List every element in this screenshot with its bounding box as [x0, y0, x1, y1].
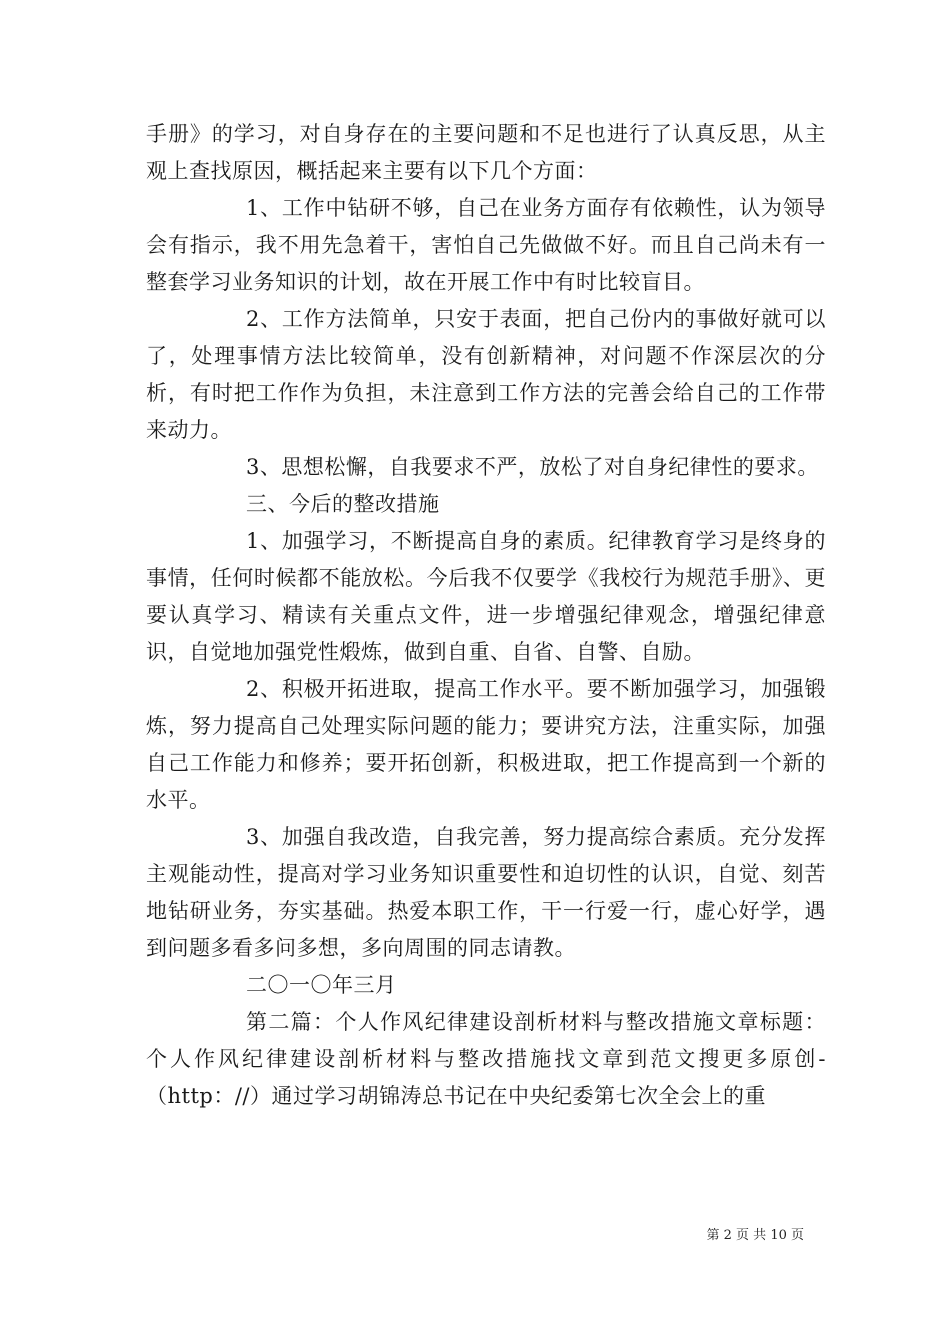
paragraph: 1、加强学习，不断提高自身的素质。纪律教育学习是终身的事情，任何时候都不能放松。今后我不仅要学《我校行为规范手册》、更要认真学习、精读有关重点文件，进一步增强纪律观念，增强纪律意识，自觉地加强党性煅炼，做到自重、自省、自警、自励。	[146, 529, 826, 664]
date-line: 二〇一〇年三月	[246, 973, 397, 997]
paragraph: 3、加强自我改造，自我完善，努力提高综合素质。充分发挥主观能动性，提高对学习业务知识重要性和迫切性的认识，自觉、刻苦地钻研业务，夯实基础。热爱本职工作，干一行爱一行，虚心好学，遇到问题多看多问多想，多向周围的同志请教。	[146, 825, 826, 960]
paragraph: 2、积极开拓进取，提高工作水平。要不断加强学习，加强锻炼，努力提高自己处理实际问题的能力；要讲究方法，注重实际，加强自己工作能力和修养；要开拓创新，积极进取，把工作提高到一个新的水平。	[146, 677, 826, 812]
paragraph: 1、工作中钻研不够，自己在业务方面存有依赖性，认为领导会有指示，我不用先急着干，害怕自己先做做不好。而且自己尚未有一整套学习业务知识的计划，故在开展工作中有时比较盲目。	[146, 196, 826, 294]
paragraph: 第二篇：个人作风纪律建设剖析材料与整改措施文章标题：个人作风纪律建设剖析材料与整改措施找文章到范文搜更多原创-（http：//）通过学习胡锦涛总书记在中央纪委第七次全会上的重	[146, 1010, 826, 1108]
page-number: 第 2 页 共 10 页	[706, 1228, 804, 1243]
document-body	[146, 116, 826, 1115]
paragraph: 手册》的学习，对自身存在的主要问题和不足也进行了认真反思，从主观上查找原因，概括起来主要有以下几个方面：	[146, 122, 826, 183]
section-heading: 三、今后的整改措施	[246, 492, 440, 516]
paragraph: 3、思想松懈，自我要求不严，放松了对自身纪律性的要求。	[246, 455, 819, 479]
paragraph: 2、工作方法简单，只安于表面，把自己份内的事做好就可以了，处理事情方法比较简单，没有创新精神，对问题不作深层次的分析，有时把工作作为负担，未注意到工作方法的完善会给自己的工作带来动力。	[146, 307, 826, 442]
